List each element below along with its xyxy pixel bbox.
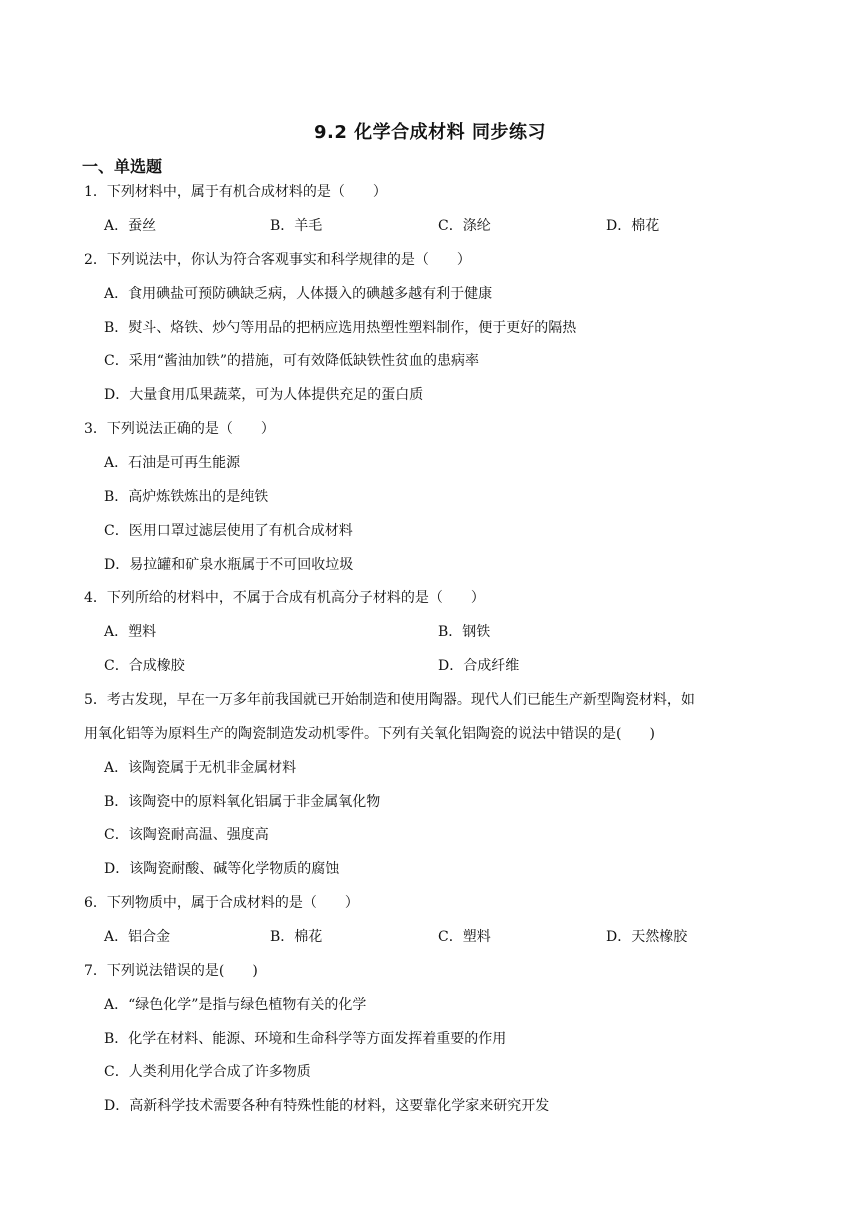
section-heading: 一、单选题 xyxy=(82,157,163,176)
question-2-stem: 2．下列说法中，你认为符合客观事实和科学规律的是（ ） xyxy=(84,252,471,268)
q2-option-c: C．采用“酱油加铁”的措施，可有效降低缺铁性贫血的患病率 xyxy=(104,353,480,369)
q7-option-c: C．人类利用化学合成了许多物质 xyxy=(104,1064,311,1080)
page-title: 9.2 化学合成材料 同步练习 xyxy=(314,122,546,143)
q5-option-c: C．该陶瓷耐高温、强度高 xyxy=(104,827,269,843)
q4-option-b: B．钢铁 xyxy=(438,624,491,640)
q7-option-a: A．“绿色化学”是指与绿色植物有关的化学 xyxy=(104,997,367,1013)
q6-option-d: D．天然橡胶 xyxy=(606,929,688,945)
q3-option-b: B．高炉炼铁炼出的是纯铁 xyxy=(104,489,269,505)
q1-option-a: A．蚕丝 xyxy=(104,218,157,234)
q6-option-a: A．铝合金 xyxy=(104,929,171,945)
question-6-stem: 6．下列物质中，属于合成材料的是（ ） xyxy=(84,895,359,911)
q7-option-b: B．化学在材料、能源、环境和生命科学等方面发挥着重要的作用 xyxy=(104,1031,507,1047)
q5-option-b: B．该陶瓷中的原料氧化铝属于非金属氧化物 xyxy=(104,794,381,810)
q6-option-c: C．塑料 xyxy=(438,929,491,945)
q2-option-b: B．熨斗、烙铁、炒勺等用品的把柄应选用热塑性塑料制作，便于更好的隔热 xyxy=(104,320,577,336)
q3-option-c: C．医用口罩过滤层使用了有机合成材料 xyxy=(104,523,353,539)
q3-option-a: A．石油是可再生能源 xyxy=(104,455,241,471)
question-4-stem: 4．下列所给的材料中，不属于合成有机高分子材料的是（ ） xyxy=(84,590,485,606)
q5-option-d: D．该陶瓷耐酸、碱等化学物质的腐蚀 xyxy=(104,861,340,877)
q4-option-d: D．合成纤维 xyxy=(438,658,520,674)
q3-option-d: D．易拉罐和矿泉水瓶属于不可回收垃圾 xyxy=(104,557,354,573)
question-7-stem: 7．下列说法错误的是( ) xyxy=(84,963,258,979)
q1-option-c: C．涤纶 xyxy=(438,218,491,234)
q2-option-a: A．食用碘盐可预防碘缺乏病，人体摄入的碘越多越有利于健康 xyxy=(104,286,493,302)
q1-option-d: D．棉花 xyxy=(606,218,660,234)
q5-option-a: A．该陶瓷属于无机非金属材料 xyxy=(104,760,297,776)
question-1-stem: 1．下列材料中，属于有机合成材料的是（ ） xyxy=(84,184,387,200)
q2-option-d: D．大量食用瓜果蔬菜，可为人体提供充足的蛋白质 xyxy=(104,387,424,403)
question-5-stem: 5．考古发现，早在一万多年前我国就已开始制造和使用陶器。现代人们已能生产新型陶瓷材料，如 xyxy=(84,692,695,708)
q1-option-b: B．羊毛 xyxy=(270,218,323,234)
q4-option-c: C．合成橡胶 xyxy=(104,658,185,674)
q4-option-a: A．塑料 xyxy=(104,624,157,640)
q7-option-d: D．高新科学技术需要各种有特殊性能的材料，这要靠化学家来研究开发 xyxy=(104,1098,550,1114)
q6-option-b: B．棉花 xyxy=(270,929,323,945)
question-3-stem: 3．下列说法正确的是（ ） xyxy=(84,421,275,437)
question-5-stem-continued: 用氧化铝等为原料生产的陶瓷制造发动机零件。下列有关氧化铝陶瓷的说法中错误的是( ) xyxy=(84,726,655,742)
